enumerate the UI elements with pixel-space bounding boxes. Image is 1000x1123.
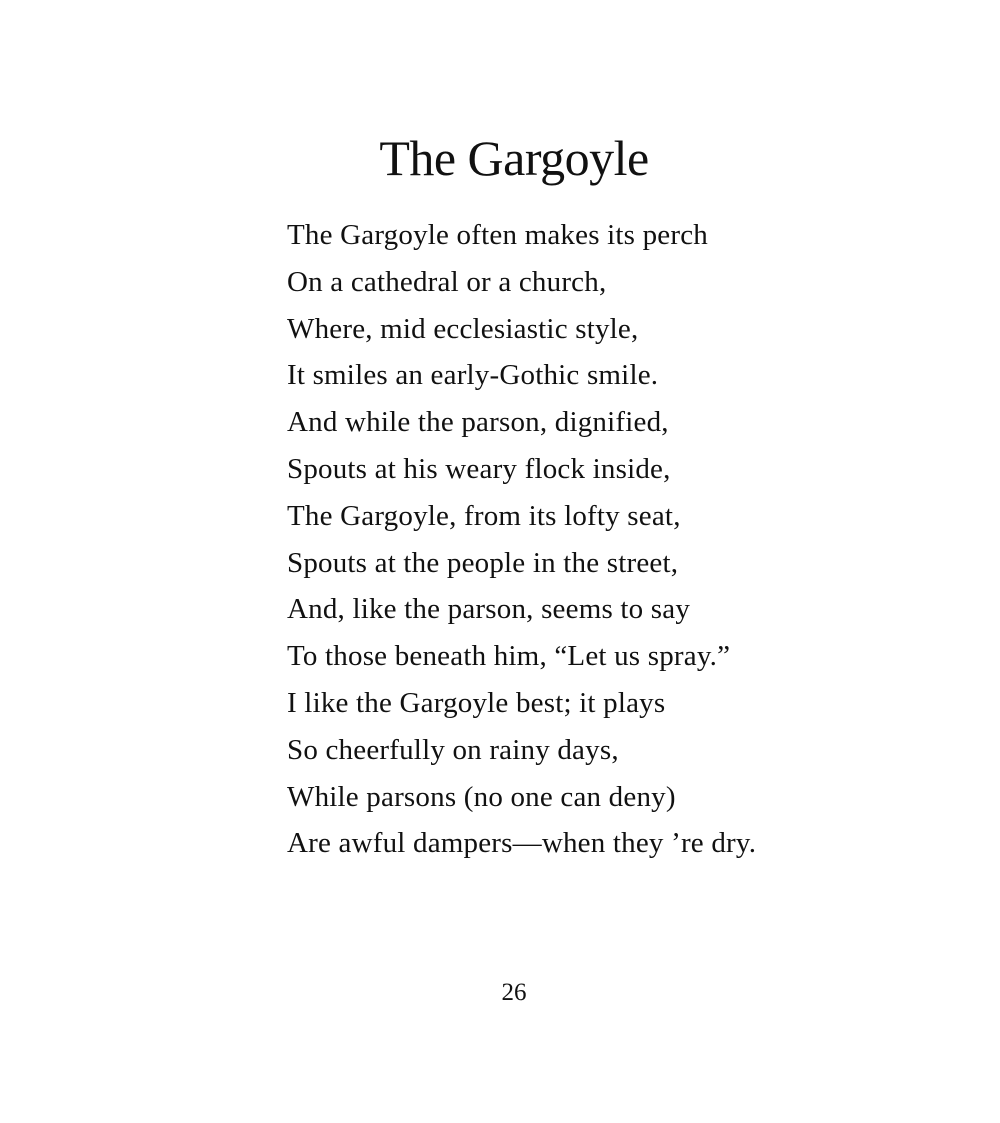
poem-line: Are awful dampers—when they ’re dry. — [287, 827, 757, 860]
page-number: 26 — [501, 979, 527, 1006]
poem-body — [287, 212, 887, 867]
poem-line: Spouts at his weary flock inside, — [287, 452, 671, 485]
poem-line: Spouts at the people in the street, — [287, 546, 679, 579]
poem-line: So cheerfully on rainy days, — [287, 733, 619, 766]
poem-line: I like the Gargoyle best; it plays — [287, 686, 666, 719]
poem-line: The Gargoyle, from its lofty seat, — [287, 499, 681, 532]
poem-line: The Gargoyle often makes its perch — [287, 219, 708, 251]
poem-line: On a cathedral or a church, — [287, 265, 607, 298]
poem-line: And, like the parson, seems to say — [287, 593, 691, 626]
poem-title: The Gargoyle — [379, 130, 649, 186]
poem-line: While parsons (no one can deny) — [287, 780, 676, 813]
poem-line: And while the parson, dignified, — [287, 406, 669, 439]
poem-line: To those beneath him, “Let us spray.” — [287, 640, 731, 673]
poem-line: Where, mid ecclesiastic style, — [287, 312, 639, 345]
poem-line: It smiles an early-Gothic smile. — [287, 359, 659, 392]
